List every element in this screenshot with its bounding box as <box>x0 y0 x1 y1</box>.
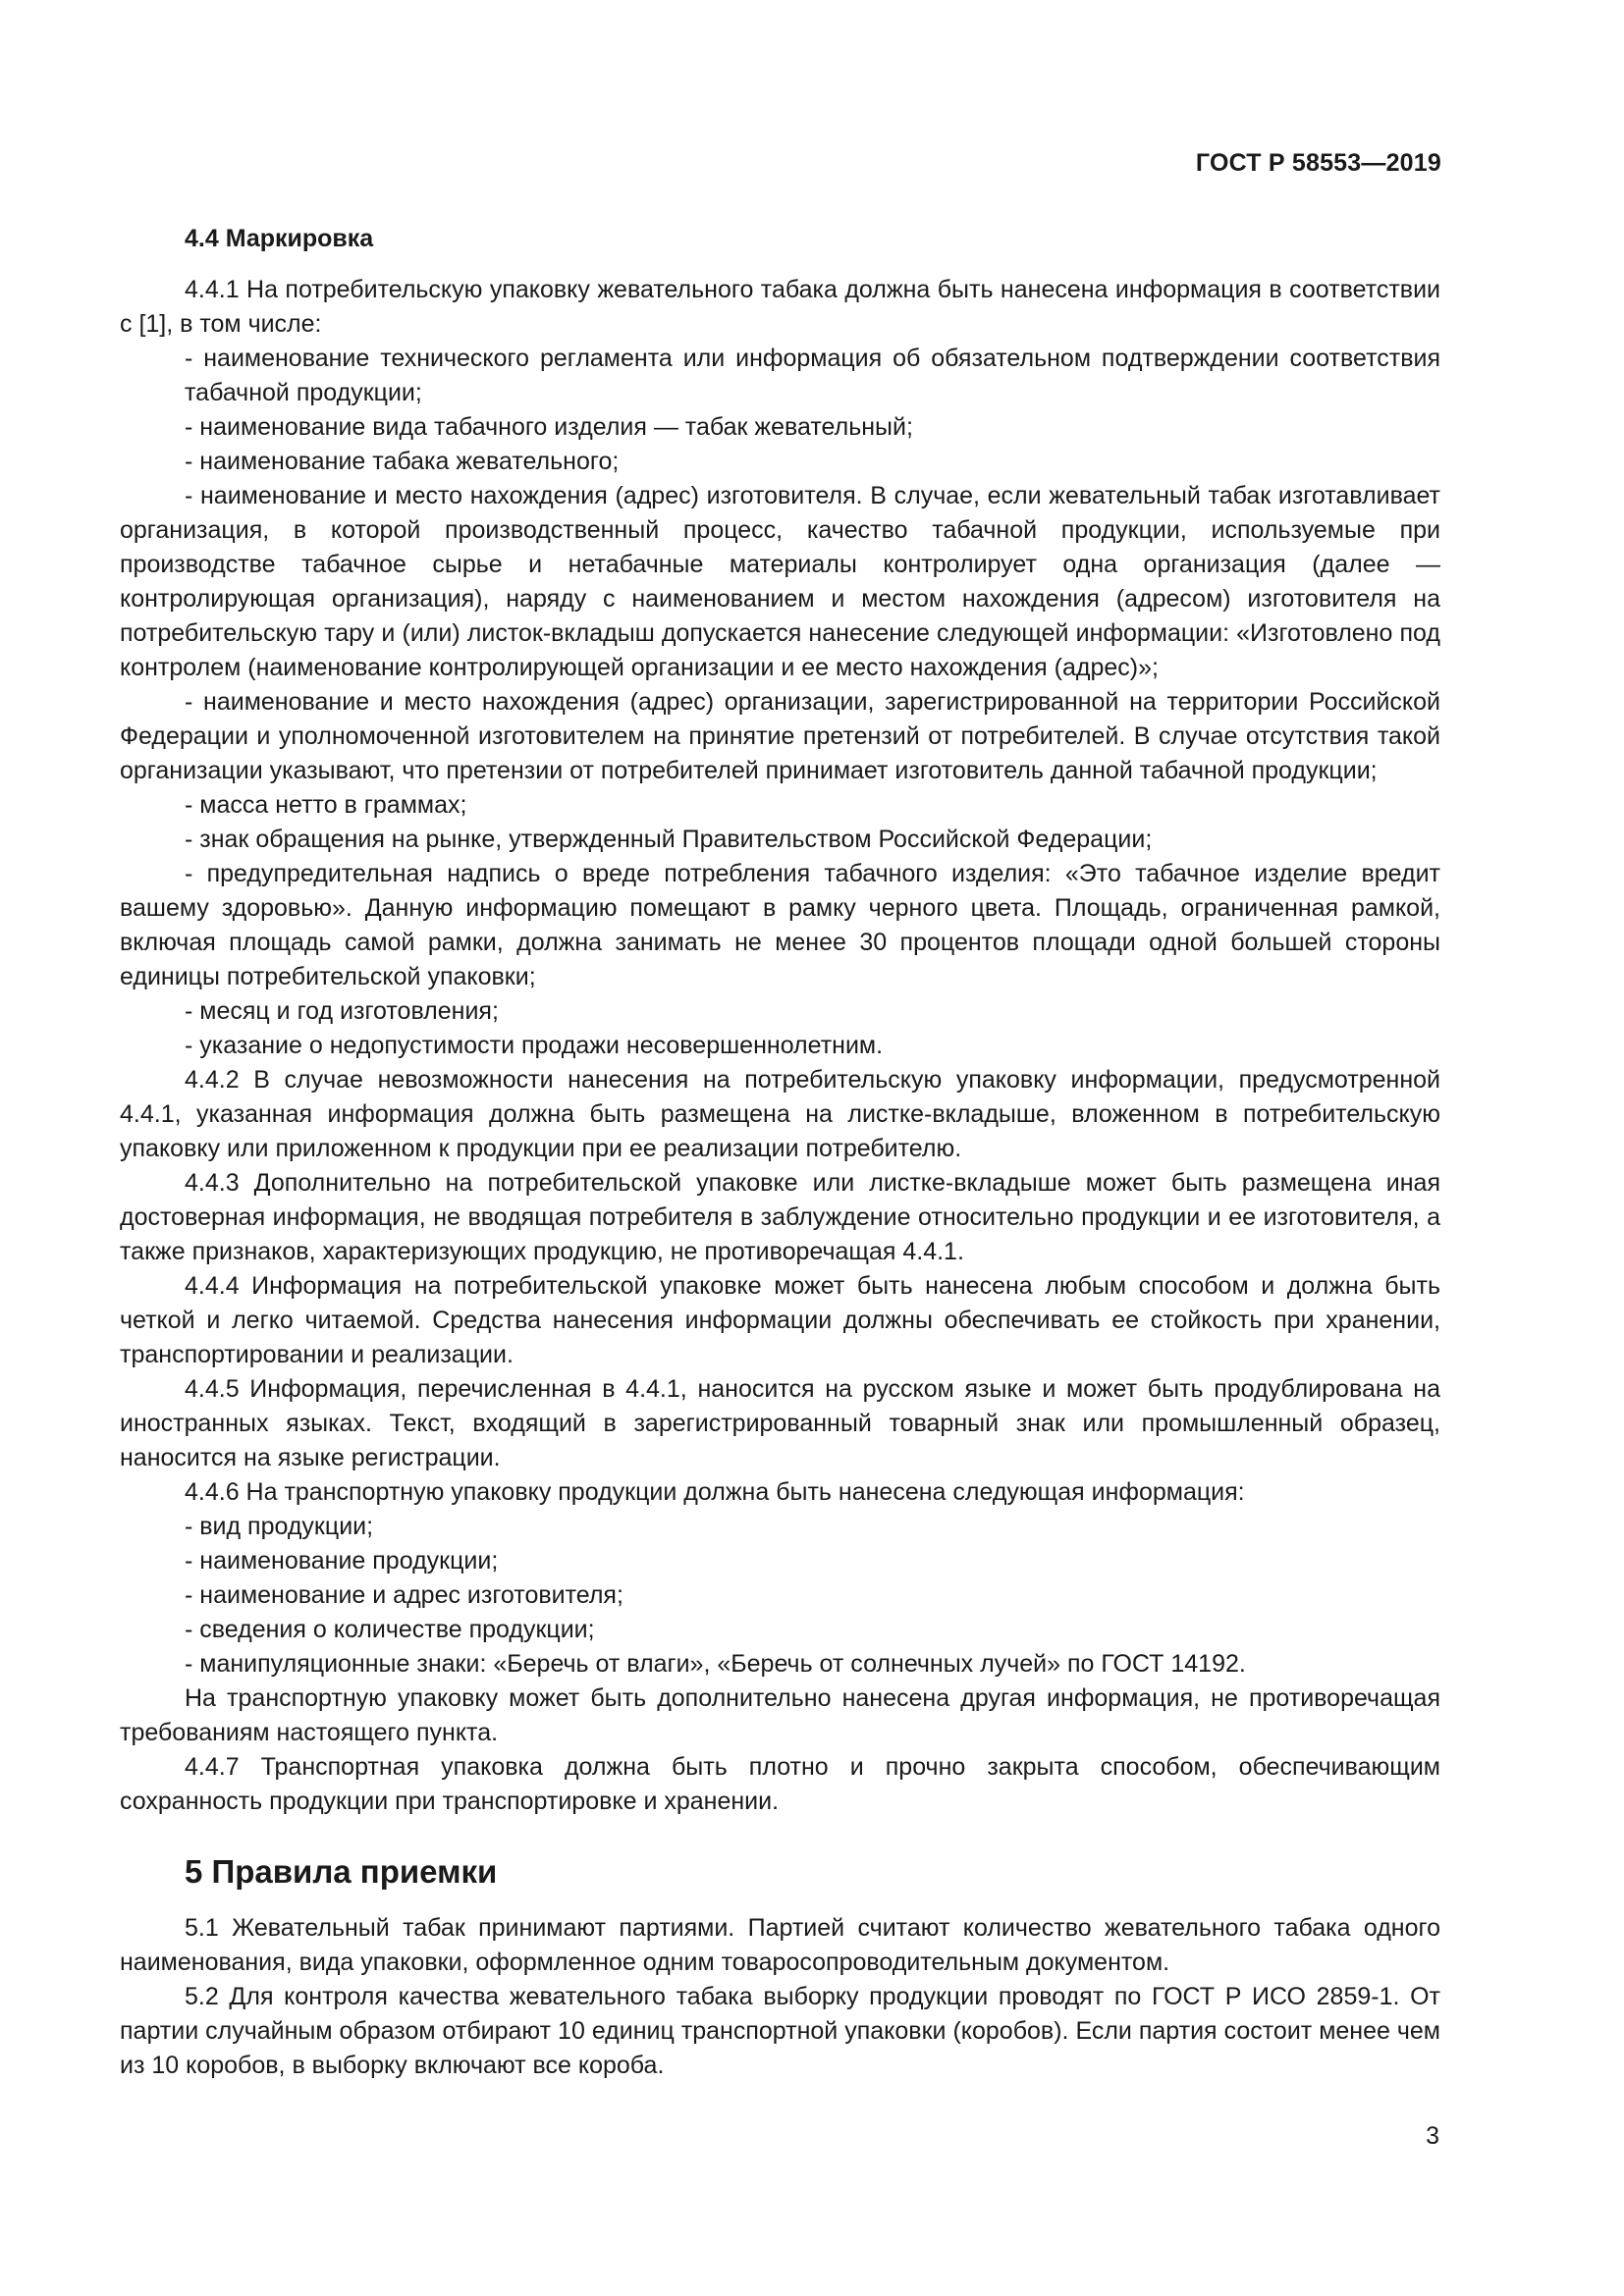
subsection-title-4-4: 4.4 Маркировка <box>185 225 374 252</box>
document-body <box>120 222 1440 2083</box>
paragraph-4-4-6-note: На транспортную упаковку может быть дополнительно нанесена другая информация, не противоречащая требованиям настоящего пункта. <box>120 1684 1440 1746</box>
paragraph-4-4-4: 4.4.4 Информация на потребительской упаковке может быть нанесена любым способом и должна быть четкой и легко читаемой. Средства нанесения информации должны обеспечивать ее стойкость при хранении, транспортировании и реализации. <box>120 1272 1440 1368</box>
paragraph-4-4-5: 4.4.5 Информация, перечисленная в 4.4.1, наносится на русском языке и может быть продублирована на иностранных языках. Текст, входящий в зарегистрированный товарный знак или промышленный образец, наносится на языке регистрации. <box>120 1375 1440 1471</box>
list-item: - предупредительная надпись о вреде потребления табачного изделия: «Это табачное изделие вредит вашему здоровью». Данную информацию помещают в рамку черного цвета. Площадь, ограниченная рамкой, включая площадь самой рамки, должна занимать не менее 30 процентов площади одной большей стороны единицы потребительской упаковки; <box>120 860 1440 990</box>
paragraph-4-4-1: 4.4.1 На потребительскую упаковку жевательного табака должна быть нанесена информация в соответствии с [1], в том числе: <box>120 276 1440 338</box>
paragraph-4-4-6: 4.4.6 На транспортную упаковку продукции должна быть нанесена следующая информация: <box>185 1478 1245 1506</box>
paragraph-4-4-7: 4.4.7 Транспортная упаковка должна быть плотно и прочно закрыта способом, обеспечивающим сохранность продукции при транспортировке и хранении. <box>120 1753 1440 1815</box>
paragraph-4-4-3: 4.4.3 Дополнительно на потребительской упаковке или листке-вкладыше может быть размещена иная достоверная информация, не вводящая потребителя в заблуждение относительно продукции и ее изготовителя, а также признаков, характеризующих продукцию, не противоречащая 4.4.1. <box>120 1169 1440 1265</box>
paragraph-5-1: 5.1 Жевательный табак принимают партиями. Партией считают количество жевательного табака одного наименования, вида упаковки, оформленное одним товаросопроводительным документом. <box>120 1914 1440 1976</box>
list-item: - вид продукции; <box>185 1513 374 1540</box>
list-item: - наименование табака жевательного; <box>185 448 620 475</box>
list-item: - наименование продукции; <box>185 1547 499 1575</box>
document-code-header: ГОСТ Р 58553—2019 <box>1195 149 1441 177</box>
list-item: - указание о недопустимости продажи несовершеннолетним. <box>185 1032 884 1059</box>
list-item: - манипуляционные знаки: «Беречь от влаги», «Беречь от солнечных лучей» по ГОСТ 14192. <box>185 1650 1246 1678</box>
list-item: - месяц и год изготовления; <box>185 997 499 1025</box>
list-item: - наименование и место нахождения (адрес) изготовителя. В случае, если жевательный табак изготавливает организация, в которой производственный процесс, качество табачной продукции, используемые при производстве табачное сырье и нетабачные материалы контролирует одна организация (далее — контролирующая организация), наряду с наименованием и местом нахождения (адресом) изготовителя на потребительскую тару и (или) листок-вкладыш допускается нанесение следующей информации: «Изготовлено под контролем (наименование контролирующей организации и ее место нахождения (адрес)»; <box>120 482 1440 681</box>
list-item: - масса нетто в граммах; <box>185 791 467 819</box>
paragraph-5-2: 5.2 Для контроля качества жевательного табака выборку продукции проводят по ГОСТ Р ИСО 2859-1. От партии случайным образом отбирают 10 единиц транспортной упаковки (коробов). Если партия состоит менее чем из 10 коробов, в выборку включают все короба. <box>120 1983 1440 2079</box>
list-item: - наименование и адрес изготовителя; <box>185 1581 623 1609</box>
section-title-5: 5 Правила приемки <box>185 1853 498 1890</box>
list-item: - знак обращения на рынке, утвержденный Правительством Российской Федерации; <box>185 826 1153 853</box>
page-number: 3 <box>1426 2122 1439 2150</box>
list-item: - наименование и место нахождения (адрес) организации, зарегистрированной на территории Российской Федерации и уполномоченной изготовителем на принятие претензий от потребителей. В случае отсутствия такой организации указывают, что претензии от потребителей принимает изготовитель данной табачной продукции; <box>120 688 1440 784</box>
paragraph-4-4-2: 4.4.2 В случае невозможности нанесения на потребительскую упаковку информации, предусмотренной 4.4.1, указанная информация должна быть размещена на листке-вкладыше, вложенном в потребительскую упаковку или приложенном к продукции при ее реализации потребителю. <box>120 1066 1440 1162</box>
list-item: - наименование вида табачного изделия — табак жевательный; <box>185 413 913 441</box>
list-item: - наименование технического регламента или информация об обязательном подтверждении соответствия табачной продукции; <box>185 345 1440 406</box>
list-item: - сведения о количестве продукции; <box>185 1616 595 1643</box>
